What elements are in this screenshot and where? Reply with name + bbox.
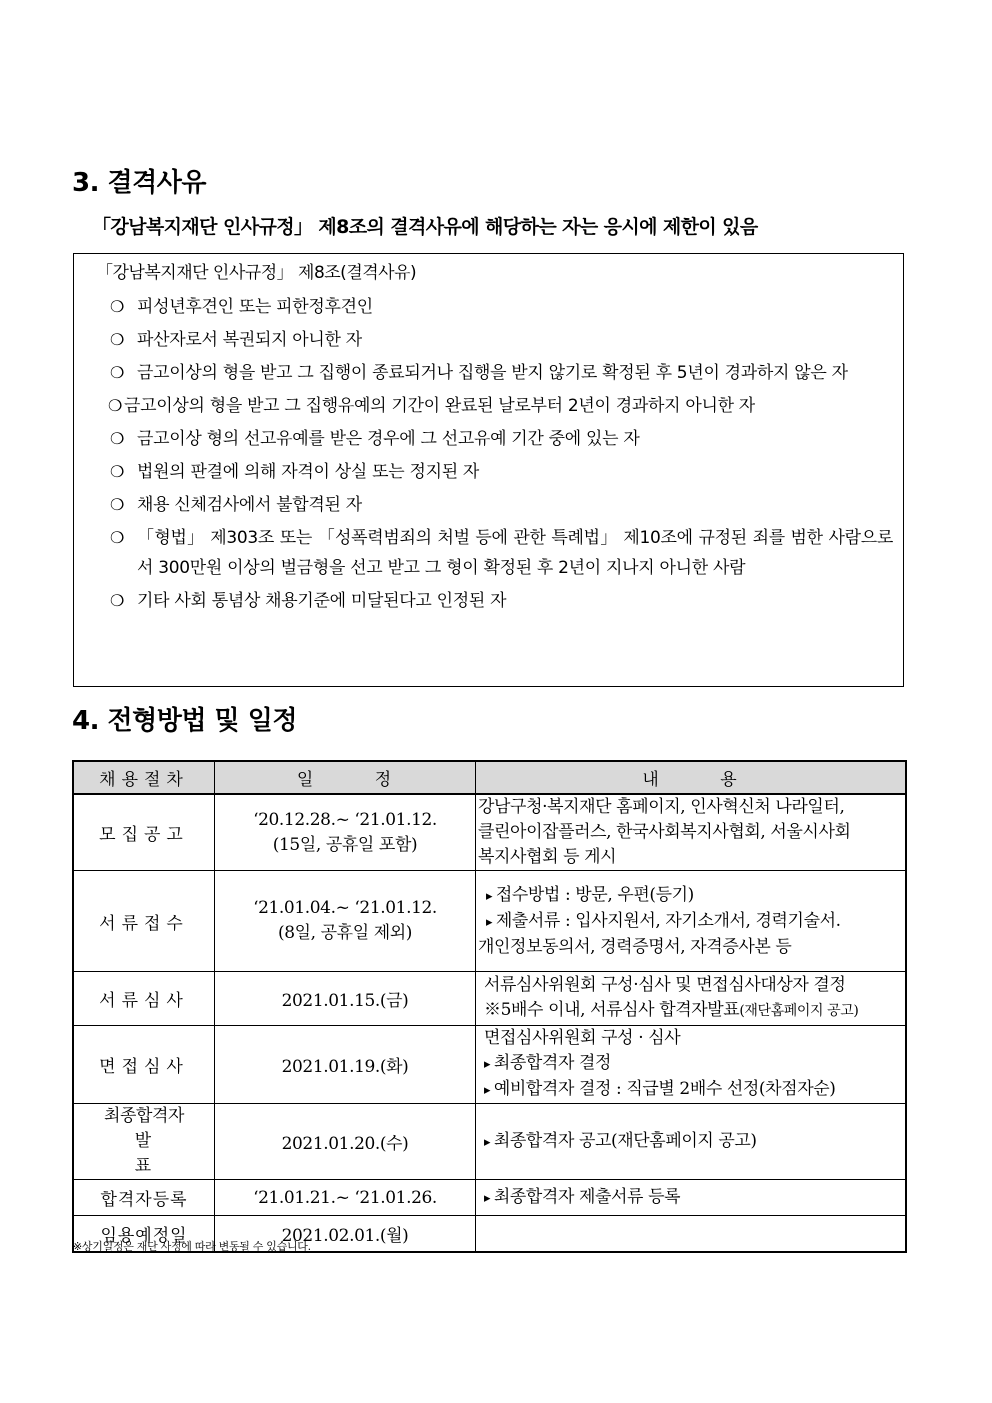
date-cell: ‘21.01.21.~ ‘21.01.26. [215,1180,476,1216]
step-cell: 최종합격자 발 표 [73,1104,215,1180]
content-cell: ▸ 최종합격자 제출서류 등록 [476,1180,907,1216]
table-row [73,871,906,972]
date-cell: 2021.01.15.(금) [215,972,476,1026]
header-date: 일 정 [215,761,476,794]
list-item: ❍ 「형법」 제303조 또는 「성폭력범죄의 처벌 등에 관한 특례법」 제10조에 규정된 죄를 범한 사람으로서 300만원 이상의 벌금형을 선고 받고 그 형이 확정된 후 2년이 지나지 아니한 사람 [96,523,893,583]
disqualification-box [73,253,904,687]
list-item: ❍ 파산자로서 복권되지 아니한 자 [96,325,893,355]
list-item: ❍ 금고이상 형의 선고유예를 받은 경우에 그 선고유예 기간 중에 있는 자 [96,424,893,454]
date-cell: 2021.02.01.(월) [215,1216,476,1252]
table-row [73,1180,906,1216]
circle-bullet-icon: ❍ [110,363,125,382]
table-row [73,794,906,871]
header-content: 내 용 [476,761,907,794]
footnote: ※상기일정은 재단 사정에 따라 변동될 수 있습니다. [73,1240,311,1253]
list-item: ❍ 기타 사회 통념상 채용기준에 미달된다고 인정된 자 [96,586,893,616]
content-cell: 서류심사위원회 구성·심사 및 면접심사대상자 결정 ※5배수 이내, 서류심사 합격자발표(재단홈페이지 공고) [476,972,907,1026]
table-row [73,1104,906,1180]
circle-bullet-icon: ❍ [110,330,125,349]
circle-bullet-icon: ❍ [110,429,125,448]
table-row [73,972,906,1026]
content-cell: 강남구청·복지재단 홈페이지, 인사혁신처 나라일터, 클린아이잡플러스, 한국사회복지사협회, 서울시사회 복지사협회 등 게시 [476,794,907,871]
header-step: 채용절차 [73,761,215,794]
content-cell: 면접심사위원회 구성 · 심사 ▸ 최종합격자 결정 ▸ 예비합격자 결정 : 직급별 2배수 선정(차점자순) [476,1026,907,1104]
step-cell: 모집공고 [73,794,215,871]
date-cell: 2021.01.19.(화) [215,1026,476,1104]
circle-bullet-icon: ❍ [108,396,123,415]
date-cell: 2021.01.20.(수) [215,1104,476,1180]
list-item: ❍ 피성년후견인 또는 피한정후견인 [96,292,893,322]
circle-bullet-icon: ❍ [110,528,125,547]
circle-bullet-icon: ❍ [110,495,125,514]
step-cell: 면접심사 [73,1026,215,1104]
content-cell: ▸ 최종합격자 공고(재단홈페이지 공고) [476,1104,907,1180]
step-cell: 합격자등록 [73,1180,215,1216]
table-header-row [73,761,906,794]
list-item: ❍ 법원의 판결에 의해 자격이 상실 또는 정지된 자 [96,457,893,487]
circle-bullet-icon: ❍ [110,297,125,316]
step-cell: 임용예정일 [73,1216,215,1252]
list-item: ❍ 채용 신체검사에서 불합격된 자 [96,490,893,520]
circle-bullet-icon: ❍ [110,462,125,481]
list-item: ❍ 금고이상의 형을 받고 그 집행이 종료되거나 집행을 받지 않기로 확정된 후 5년이 경과하지 않은 자 [96,358,893,388]
date-cell: ‘20.12.28.~ ‘21.01.12. (15일, 공휴일 포함) [215,794,476,871]
section-3-title: 3. 결격사유 [72,168,206,198]
list-item: ❍ 금고이상의 형을 받고 그 집행유예의 기간이 완료된 날로부터 2년이 경과하지 아니한 자 [96,391,893,421]
schedule-table [72,760,907,1253]
content-cell [476,1216,907,1252]
section-4-title: 4. 전형방법 및 일정 [72,706,297,736]
section-3-intro: 「강남복지재단 인사규정」 제8조의 결격사유에 해당하는 자는 응시에 제한이 있음 [92,216,758,238]
step-cell: 서류심사 [73,972,215,1026]
box-title: 「강남복지재단 인사규정」 제8조(결격사유) [96,263,417,283]
table-row [73,1026,906,1104]
step-cell: 서류접수 [73,871,215,972]
content-cell: ▸ 접수방법 : 방문, 우편(등기) ▸ 제출서류 : 입사지원서, 자기소개서, 경력기술서. 개인정보동의서, 경력증명서, 자격증사본 등 [476,871,907,972]
circle-bullet-icon: ❍ [110,591,125,610]
date-cell: ‘21.01.04.~ ‘21.01.12. (8일, 공휴일 제외) [215,871,476,972]
